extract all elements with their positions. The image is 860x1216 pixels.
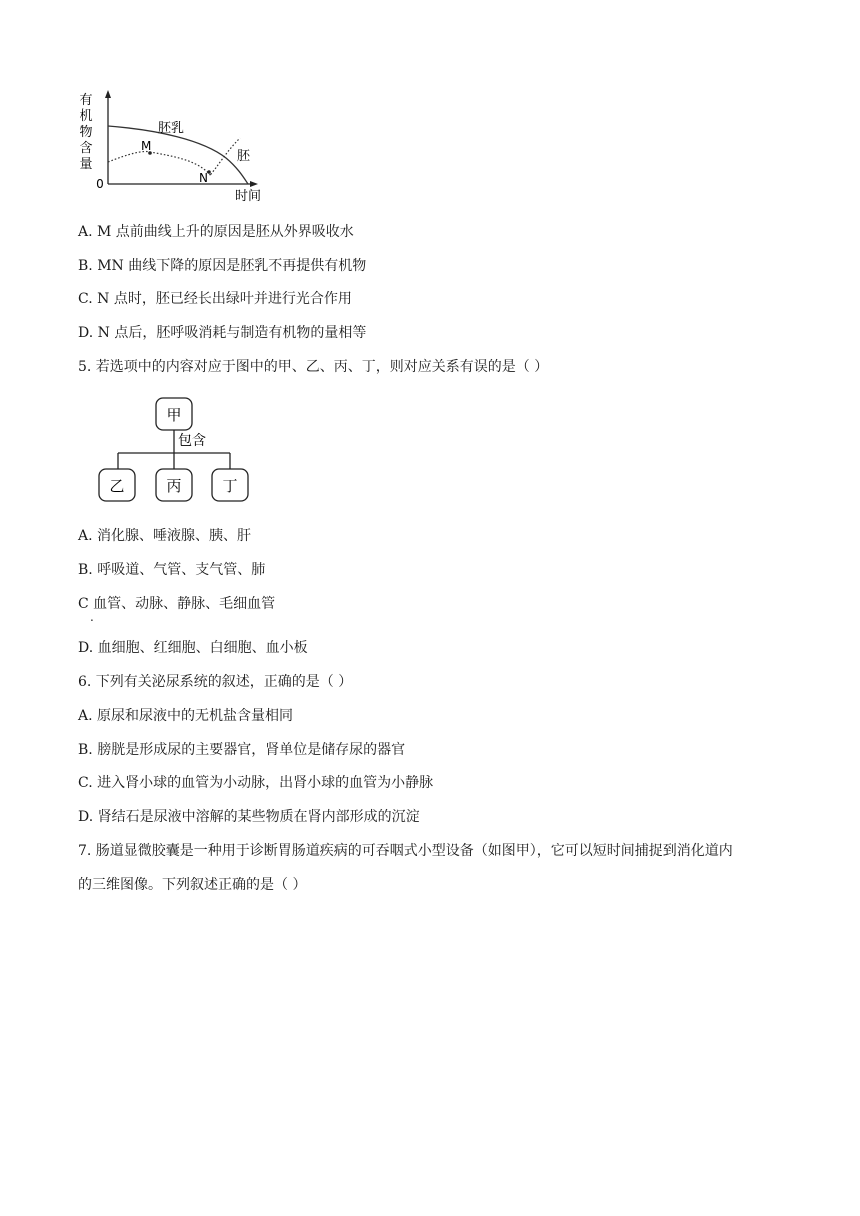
q6-option-a: A. 原尿和尿液中的无机盐含量相同 xyxy=(78,708,294,724)
relation-label: 包含 xyxy=(178,433,206,449)
embryo-label: 胚 xyxy=(237,149,251,164)
endosperm-label: 胚乳 xyxy=(158,121,185,136)
q5-option-c: C 血管、动脉、静脉、毛细血管 xyxy=(78,596,276,612)
y-axis-label-char: 含 xyxy=(79,141,93,156)
organic-matter-graph xyxy=(78,88,278,206)
q5-option-b: B. 呼吸道、气管、支气管、肺 xyxy=(78,562,266,578)
q7-stem-line2: 的三维图像。下列叙述正确的是（ ） xyxy=(78,877,307,893)
origin-label: 0 xyxy=(96,177,104,191)
inclusion-tree-diagram xyxy=(90,392,260,504)
x-axis-label: 时间 xyxy=(234,189,262,204)
q6-option-b: B. 膀胱是形成尿的主要器官，肾单位是储存尿的器官 xyxy=(78,742,406,758)
q5-option-c-mark: . xyxy=(90,610,94,624)
q6-stem: 6. 下列有关泌尿系统的叙述，正确的是（ ） xyxy=(78,674,353,690)
q4-option-b: B. MN 曲线下降的原因是胚乳不再提供有机物 xyxy=(78,258,367,274)
q7-stem-line1: 7. 肠道显微胶囊是一种用于诊断胃肠道疾病的可吞咽式小型设备（如图甲），它可以短时间捕捉到消化道内 xyxy=(78,843,733,859)
q4-option-c: C. N 点时，胚已经长出绿叶并进行光合作用 xyxy=(78,291,352,307)
q5-stem: 5. 若选项中的内容对应于图中的甲、乙、丙、丁，则对应关系有误的是（ ） xyxy=(78,359,549,375)
node-root-label: 甲 xyxy=(166,406,182,424)
embryo-curve xyxy=(108,138,240,176)
q5-option-a: A. 消化腺、唾液腺、胰、肝 xyxy=(78,528,252,544)
x-axis-arrow xyxy=(250,181,258,187)
y-axis-arrow xyxy=(105,90,111,98)
node-child-label: 丙 xyxy=(166,477,182,495)
y-axis-label-char: 有 xyxy=(79,93,93,108)
y-axis-label-char: 量 xyxy=(79,157,93,172)
y-axis-label-char: 机 xyxy=(79,109,93,124)
q5-option-d: D. 血细胞、红细胞、白细胞、血小板 xyxy=(78,640,308,656)
node-child-label: 丁 xyxy=(222,477,238,495)
point-n-label: N xyxy=(199,171,208,185)
y-axis-label-char: 物 xyxy=(79,125,93,140)
q6-option-d: D. 肾结石是尿液中溶解的某些物质在肾内部形成的沉淀 xyxy=(78,809,420,825)
q6-option-c: C. 进入肾小球的血管为小动脉，出肾小球的血管为小静脉 xyxy=(78,775,434,791)
node-child-label: 乙 xyxy=(109,477,125,495)
q4-option-a: A. M 点前曲线上升的原因是胚从外界吸收水 xyxy=(78,224,354,240)
q4-option-d: D. N 点后，胚呼吸消耗与制造有机物的量相等 xyxy=(78,325,367,341)
point-m-label: M xyxy=(141,139,152,153)
